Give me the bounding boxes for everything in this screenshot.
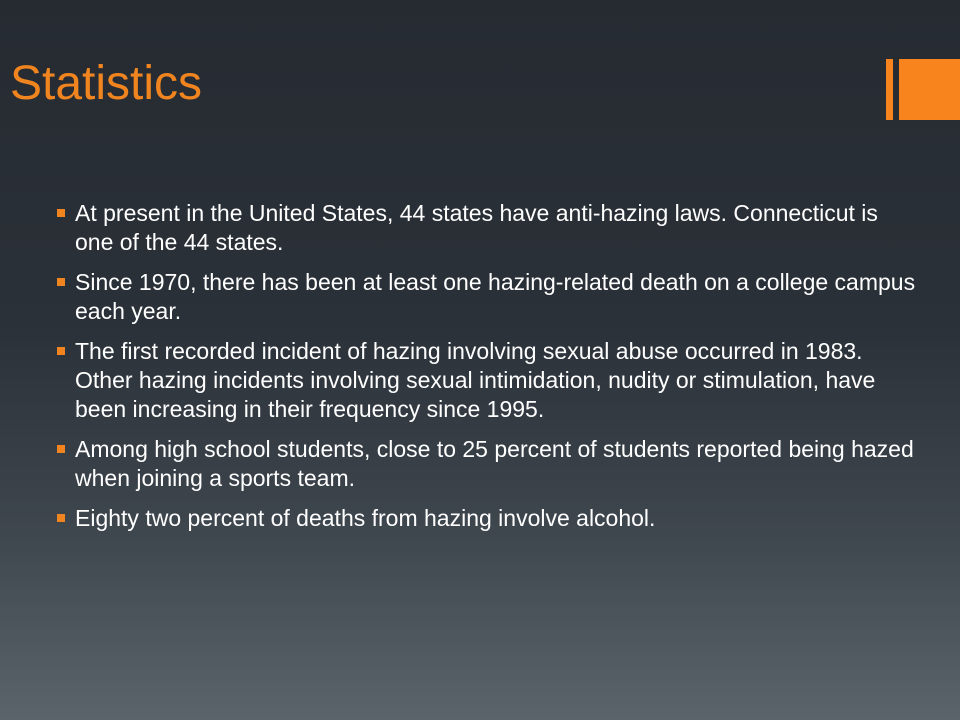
bullet-item (56, 504, 916, 533)
slide-title: Statistics (10, 57, 203, 110)
corner-accent-block (899, 59, 960, 120)
corner-accent-mark (886, 59, 960, 120)
bullet-text: At present in the United States, 44 states have anti-hazing laws. Connecticut is one of the 44 states. (75, 200, 878, 255)
bullet-text: Eighty two percent of deaths from hazing involve alcohol. (75, 505, 656, 531)
bullet-list (56, 199, 916, 544)
bullet-item (56, 435, 916, 493)
square-bullet-icon (57, 209, 65, 217)
bullet-text: Since 1970, there has been at least one hazing-related death on a college campus each year. (75, 269, 916, 324)
square-bullet-icon (57, 514, 65, 522)
square-bullet-icon (57, 347, 65, 355)
bullet-item (56, 337, 916, 424)
bullet-item (56, 199, 916, 257)
bullet-item (56, 268, 916, 326)
square-bullet-icon (57, 445, 65, 453)
bullet-text: The first recorded incident of hazing involving sexual abuse occurred in 1983. Other hazing incidents involving sexual intimidation, nudity or stimulation, have been increasing in their frequency since 1995. (75, 338, 876, 422)
corner-accent-bar (886, 59, 893, 120)
bullet-text: Among high school students, close to 25 percent of students reported being hazed when joining a sports team. (75, 436, 914, 491)
square-bullet-icon (57, 278, 65, 286)
